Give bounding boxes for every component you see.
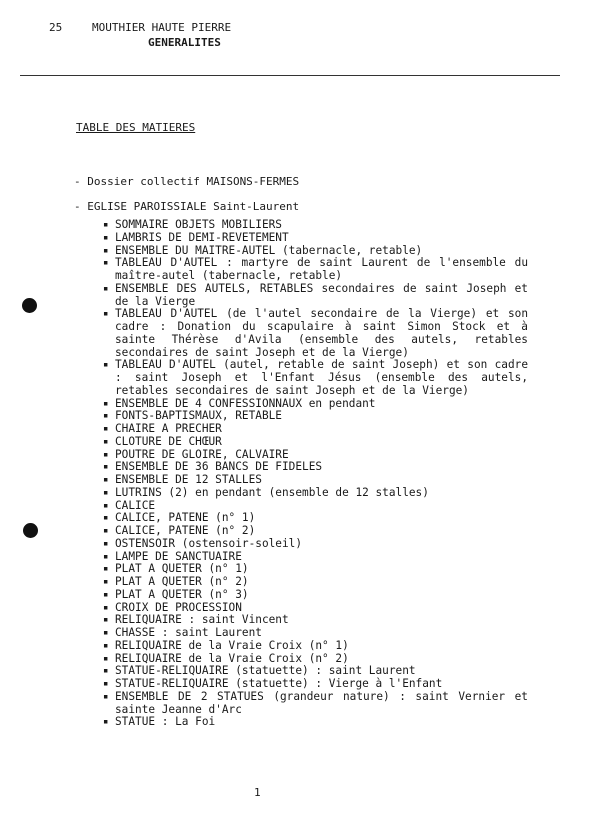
toc-item-label: TABLEAU D'AUTEL (autel, retable de saint Joseph) et son cadre : saint Joseph et l'Enfant Jésus (ensemble des autels, retables secondaires de saint Joseph et de la Vierge) <box>115 358 528 397</box>
bullet-icon: ▪ <box>103 640 109 651</box>
bullet-icon: ▪ <box>103 411 109 422</box>
header-page-number: 25 <box>49 21 63 34</box>
toc-item-label: ENSEMBLE DE 2 STATUES (grandeur nature) : saint Vernier et sainte Jeanne d'Arc <box>115 689 528 716</box>
bullet-icon: ▪ <box>103 666 109 677</box>
toc-item-label: ENSEMBLE DES AUTELS, RETABLES secondaires de saint Joseph et de la Vierge <box>115 281 528 308</box>
toc-item-label: STATUE-RELIQUAIRE (statuette) : saint Laurent <box>115 664 416 678</box>
punch-hole <box>22 298 37 313</box>
toc-item <box>103 283 528 309</box>
toc-item-label: TABLEAU D'AUTEL : martyre de saint Laurent de l'ensemble du maître-autel (tabernacle, retable) <box>115 256 528 282</box>
toc-item-label: CALICE, PATENE (n° 2) <box>115 524 256 537</box>
toc-item-label: CHAIRE A PRECHER <box>115 422 222 435</box>
toc-item-label: FONTS-BAPTISMAUX, RETABLE <box>115 409 282 423</box>
toc-item-label: CLOTURE DE CHŒUR <box>115 434 222 448</box>
bullet-icon: ▪ <box>103 513 109 524</box>
toc-item <box>103 359 528 397</box>
bullet-icon: ▪ <box>103 475 109 485</box>
toc-item-label: LAMPE DE SANCTUAIRE <box>115 549 242 563</box>
header-subtitle: GENERALITES <box>148 36 221 49</box>
toc-item-label: ENSEMBLE DE 36 BANCS DE FIDELES <box>115 460 323 474</box>
bullet-icon: ▪ <box>103 653 109 664</box>
bullet-icon: ▪ <box>103 449 109 460</box>
toc-item-label: LUTRINS (2) en pendant (ensemble de 12 stalles) <box>115 485 429 499</box>
toc-item-label: PLAT A QUETER (n° 3) <box>115 587 249 601</box>
bullet-icon: ▪ <box>103 615 109 626</box>
section-eglise-paroissiale: - EGLISE PAROISSIALE Saint-Laurent <box>74 200 300 213</box>
punch-hole <box>23 523 38 538</box>
bullet-icon: ▪ <box>103 577 109 587</box>
bullet-icon: ▪ <box>103 679 109 689</box>
bullet-icon: ▪ <box>103 487 109 498</box>
toc-item-label: CHASSE : saint Laurent <box>115 626 262 639</box>
toc-item-label: SOMMAIRE OBJETS MOBILIERS <box>115 218 282 231</box>
toc-item-label: RELIQUAIRE de la Vraie Croix (n° 1) <box>115 638 349 652</box>
bullet-icon: ▪ <box>103 551 109 562</box>
bullet-icon: ▪ <box>103 691 109 702</box>
toc-item-label: RELIQUAIRE : saint Vincent <box>115 613 289 627</box>
bullet-icon: ▪ <box>103 526 109 536</box>
toc-item-label: POUTRE DE GLOIRE, CALVAIRE <box>115 447 289 461</box>
bullet-icon: ▪ <box>103 717 109 728</box>
bullet-icon: ▪ <box>103 564 109 575</box>
bullet-icon: ▪ <box>103 283 109 294</box>
toc-item-label: RELIQUAIRE de la Vraie Croix (n° 2) <box>115 651 349 665</box>
toc-item-label: PLAT A QUETER (n° 2) <box>115 575 249 588</box>
toc-item <box>103 487 528 500</box>
bullet-icon: ▪ <box>103 232 109 243</box>
bullet-icon: ▪ <box>103 538 109 549</box>
bullet-icon: ▪ <box>103 500 109 511</box>
toc-item-label: STATUE-RELIQUAIRE (statuette) : Vierge à l'Enfant <box>115 677 443 690</box>
toc-item <box>103 308 528 359</box>
bullet-icon: ▪ <box>103 360 109 371</box>
bullet-icon: ▪ <box>103 462 109 473</box>
toc-item-label: TABLEAU D'AUTEL (de l'autel secondaire de la Vierge) et son cadre : Donation du scapulaire à saint Simon Stock et à sainte Thérèse d'Avila (ensemble des autels, retables secondaires de saint Joseph et de la Vierge) <box>115 307 528 359</box>
section-dossier-collectif: - Dossier collectif MAISONS-FERMES <box>74 175 300 188</box>
bullet-icon: ▪ <box>103 589 109 600</box>
bullet-icon: ▪ <box>103 220 109 230</box>
bullet-icon: ▪ <box>103 602 109 613</box>
toc-item-label: CROIX DE PROCESSION <box>115 600 242 614</box>
toc-item-label: ENSEMBLE DE 12 STALLES <box>115 473 262 486</box>
header-title: MOUTHIER HAUTE PIERRE <box>92 21 232 34</box>
toc-item <box>103 691 528 717</box>
toc-item <box>103 257 528 283</box>
toc-title: TABLE DES MATIERES <box>76 121 196 134</box>
toc-item-label: PLAT A QUETER (n° 1) <box>115 562 249 576</box>
toc-item-label: ENSEMBLE DU MAITRE-AUTEL (tabernacle, retable) <box>115 243 423 257</box>
toc-item-label: CALICE, PATENE (n° 1) <box>115 511 256 525</box>
toc-item-label: OSTENSOIR (ostensoir-soleil) <box>115 536 303 550</box>
toc-item-label: ENSEMBLE DE 4 CONFESSIONNAUX en pendant <box>115 396 376 410</box>
bullet-icon: ▪ <box>103 398 109 409</box>
bullet-icon: ▪ <box>103 309 109 320</box>
bullet-icon: ▪ <box>103 424 109 434</box>
footer-page-number: 1 <box>254 786 261 799</box>
toc-item-list <box>103 219 528 729</box>
toc-item-label: LAMBRIS DE DEMI-REVETEMENT <box>115 230 289 244</box>
header-rule <box>20 75 560 76</box>
bullet-icon: ▪ <box>103 245 109 256</box>
toc-item-label: CALICE <box>115 498 156 512</box>
toc-item <box>103 716 528 729</box>
bullet-icon: ▪ <box>103 628 109 638</box>
bullet-icon: ▪ <box>103 258 109 269</box>
toc-item-label: STATUE : La Foi <box>115 715 216 729</box>
bullet-icon: ▪ <box>103 436 109 447</box>
